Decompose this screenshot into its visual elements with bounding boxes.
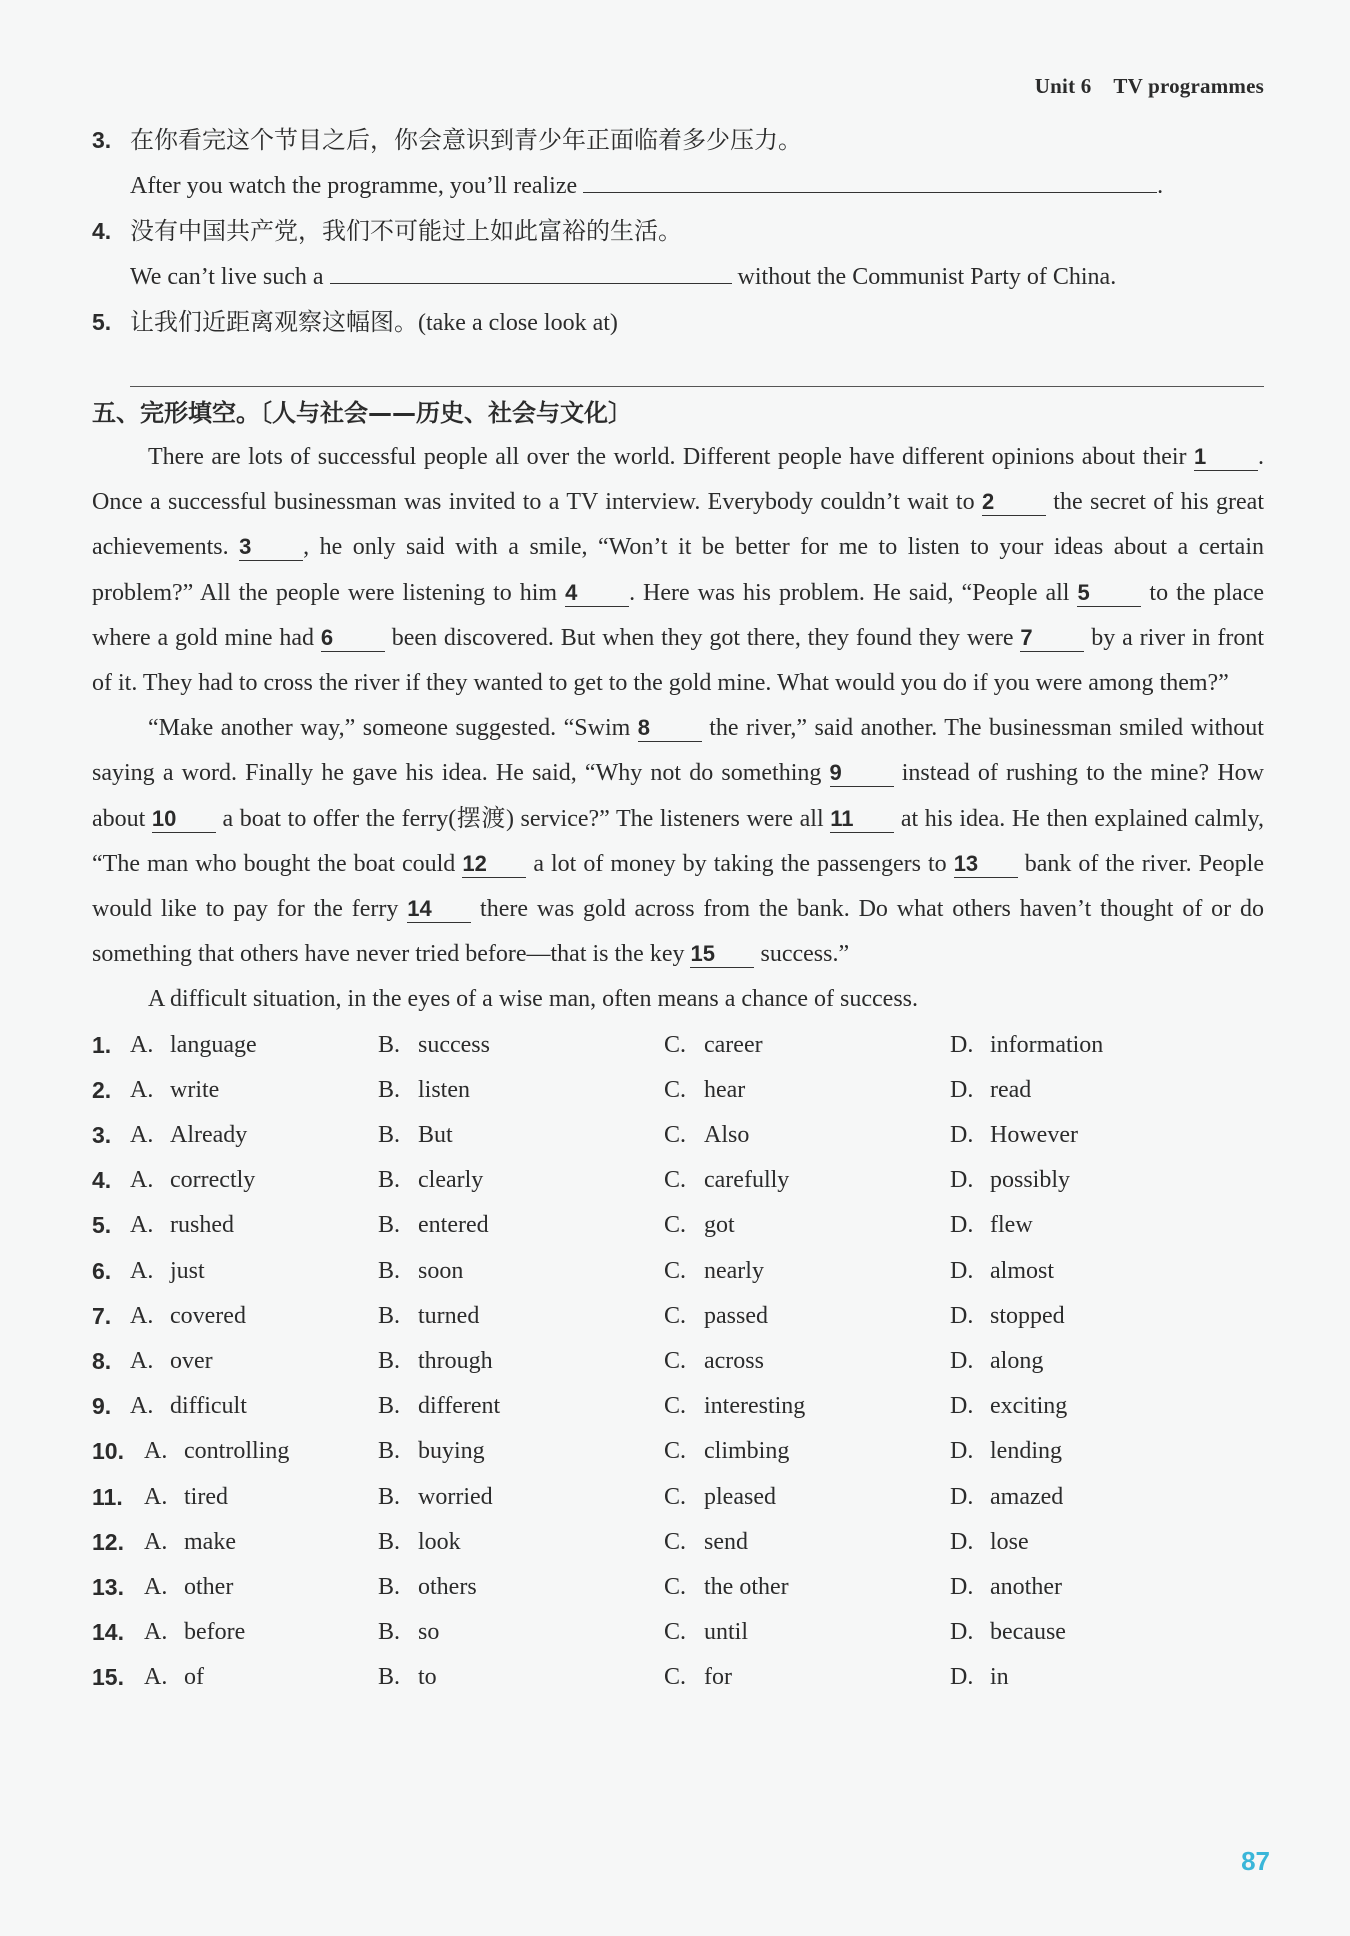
option-text: flew bbox=[990, 1212, 1033, 1239]
option-row-12 bbox=[92, 1520, 1264, 1565]
option-text: exciting bbox=[990, 1393, 1068, 1420]
option-letter: A. bbox=[130, 1076, 154, 1103]
option-text: until bbox=[704, 1619, 749, 1646]
option-letter: B. bbox=[378, 1167, 401, 1194]
option-text: difficult bbox=[170, 1393, 247, 1420]
option-letter: A. bbox=[130, 1212, 154, 1239]
translation-item-4-en: We can’t live such a without the Communist Party of China. bbox=[92, 255, 1264, 300]
option-text: possibly bbox=[990, 1167, 1071, 1194]
option-letter: D. bbox=[950, 1257, 974, 1284]
option-text: success bbox=[418, 1031, 490, 1058]
answer-blank[interactable] bbox=[330, 261, 732, 284]
page-number: 87 bbox=[1241, 1846, 1270, 1876]
option-letter: C. bbox=[664, 1574, 687, 1601]
option-letter: D. bbox=[950, 1348, 974, 1375]
option-c[interactable] bbox=[664, 1203, 950, 1248]
option-text: in bbox=[990, 1664, 1009, 1691]
option-row-8 bbox=[92, 1339, 1264, 1384]
option-letter: B. bbox=[378, 1257, 401, 1284]
option-letter: B. bbox=[378, 1212, 401, 1239]
option-text: to bbox=[418, 1664, 437, 1691]
unit-label: Unit 6 bbox=[1034, 74, 1092, 98]
option-letter: C. bbox=[664, 1619, 687, 1646]
option-text: through bbox=[418, 1348, 493, 1375]
option-text: before bbox=[184, 1619, 246, 1646]
cloze-blank-8[interactable]: 8 bbox=[638, 715, 702, 742]
option-d[interactable] bbox=[950, 1249, 1236, 1294]
cloze-blank-9[interactable]: 9 bbox=[830, 760, 894, 787]
option-letter: A. bbox=[130, 1302, 154, 1329]
passage-text: success.” bbox=[754, 941, 850, 968]
option-letter: D. bbox=[950, 1664, 974, 1691]
option-letter: A. bbox=[130, 1031, 154, 1058]
option-text: another bbox=[990, 1574, 1062, 1601]
option-b[interactable] bbox=[378, 1023, 664, 1068]
option-b[interactable] bbox=[378, 1655, 664, 1700]
option-text: entered bbox=[418, 1212, 489, 1239]
option-text: hear bbox=[704, 1076, 746, 1103]
passage-text: . Here was his problem. He said, “People all bbox=[629, 579, 1078, 606]
option-a[interactable] bbox=[130, 1158, 378, 1203]
question-number: 1. bbox=[92, 1031, 112, 1058]
option-c[interactable] bbox=[664, 1158, 950, 1203]
answer-blank[interactable] bbox=[583, 170, 1157, 193]
cloze-blank-4[interactable]: 4 bbox=[565, 580, 629, 607]
option-a[interactable] bbox=[144, 1565, 378, 1610]
question-number: 6. bbox=[92, 1257, 112, 1284]
option-text: others bbox=[418, 1574, 477, 1601]
option-row-14 bbox=[92, 1610, 1264, 1655]
option-b[interactable] bbox=[378, 1429, 664, 1474]
translation-item-5-zh: 5. 让我们近距离观察这幅图。(take a close look at) bbox=[92, 309, 618, 336]
option-d[interactable] bbox=[950, 1565, 1236, 1610]
option-text: because bbox=[990, 1619, 1066, 1646]
option-letter: C. bbox=[664, 1212, 687, 1239]
option-text: interesting bbox=[704, 1393, 806, 1420]
option-letter: D. bbox=[950, 1031, 974, 1058]
option-d[interactable] bbox=[950, 1113, 1236, 1158]
option-letter: B. bbox=[378, 1664, 401, 1691]
option-text: amazed bbox=[990, 1483, 1064, 1510]
option-letter: C. bbox=[664, 1438, 687, 1465]
option-text: language bbox=[170, 1031, 257, 1058]
option-c[interactable] bbox=[664, 1113, 950, 1158]
option-letter: A. bbox=[130, 1257, 154, 1284]
cloze-paragraph-2 bbox=[92, 706, 1264, 977]
option-text: read bbox=[990, 1076, 1032, 1103]
option-text: passed bbox=[704, 1302, 768, 1329]
option-text: soon bbox=[418, 1257, 464, 1284]
option-text: career bbox=[704, 1031, 763, 1058]
section-title: 五、完形填空。〔人与社会——历史、社会与文化〕 bbox=[92, 399, 632, 427]
option-text: worried bbox=[418, 1483, 493, 1510]
option-a[interactable] bbox=[130, 1294, 378, 1339]
option-c[interactable] bbox=[664, 1655, 950, 1700]
option-b[interactable] bbox=[378, 1565, 664, 1610]
option-a[interactable] bbox=[144, 1520, 378, 1565]
option-text: information bbox=[990, 1031, 1104, 1058]
option-d[interactable] bbox=[950, 1023, 1236, 1068]
option-b[interactable] bbox=[378, 1610, 664, 1655]
option-text: listen bbox=[418, 1076, 470, 1103]
option-letter: B. bbox=[378, 1438, 401, 1465]
option-row-5 bbox=[92, 1203, 1264, 1248]
answer-line[interactable] bbox=[130, 346, 1264, 387]
option-letter: D. bbox=[950, 1574, 974, 1601]
option-text: covered bbox=[170, 1302, 246, 1329]
option-letter: B. bbox=[378, 1348, 401, 1375]
option-b[interactable] bbox=[378, 1384, 664, 1429]
question-number: 15. bbox=[92, 1664, 124, 1691]
cloze-paragraph-3: A difficult situation, in the eyes of a wise man, often means a chance of success. bbox=[148, 986, 918, 1013]
cloze-blank-11[interactable]: 11 bbox=[830, 806, 894, 833]
option-b[interactable] bbox=[378, 1113, 664, 1158]
option-letter: A. bbox=[144, 1619, 168, 1646]
option-text: buying bbox=[418, 1438, 485, 1465]
option-letter: C. bbox=[664, 1076, 687, 1103]
passage-text: the secret of his great achievements. bbox=[92, 489, 1264, 561]
option-text: pleased bbox=[704, 1483, 776, 1510]
option-text: correctly bbox=[170, 1167, 256, 1194]
option-letter: C. bbox=[664, 1167, 687, 1194]
option-letter: D. bbox=[950, 1528, 974, 1555]
option-row-4 bbox=[92, 1158, 1264, 1203]
option-text: so bbox=[418, 1619, 440, 1646]
option-text: tired bbox=[184, 1483, 228, 1510]
option-letter: B. bbox=[378, 1528, 401, 1555]
option-letter: C. bbox=[664, 1348, 687, 1375]
option-text: make bbox=[184, 1528, 236, 1555]
option-c[interactable] bbox=[664, 1384, 950, 1429]
question-number: 4. bbox=[92, 1167, 112, 1194]
option-row-13 bbox=[92, 1565, 1264, 1610]
option-d[interactable] bbox=[950, 1429, 1236, 1474]
option-c[interactable] bbox=[664, 1023, 950, 1068]
option-a[interactable] bbox=[130, 1023, 378, 1068]
option-c[interactable] bbox=[664, 1339, 950, 1384]
option-text: controlling bbox=[184, 1438, 290, 1465]
option-a[interactable] bbox=[130, 1384, 378, 1429]
option-letter: D. bbox=[950, 1438, 974, 1465]
option-letter: B. bbox=[378, 1302, 401, 1329]
option-letter: C. bbox=[664, 1393, 687, 1420]
option-text: for bbox=[704, 1664, 732, 1691]
cloze-blank-10[interactable]: 10 bbox=[152, 806, 216, 833]
option-letter: A. bbox=[144, 1574, 168, 1601]
option-c[interactable] bbox=[664, 1249, 950, 1294]
option-letter: A. bbox=[130, 1167, 154, 1194]
option-letter: B. bbox=[378, 1076, 401, 1103]
option-letter: D. bbox=[950, 1619, 974, 1646]
passage-text: there was gold across from the bank. Do what others haven’t thought of or do something that others have never tried before—that is the key bbox=[92, 896, 1265, 968]
option-text: just bbox=[170, 1257, 205, 1284]
option-letter: B. bbox=[378, 1393, 401, 1420]
option-text: along bbox=[990, 1348, 1044, 1375]
option-d[interactable] bbox=[950, 1339, 1236, 1384]
option-d[interactable] bbox=[950, 1294, 1236, 1339]
option-text: rushed bbox=[170, 1212, 234, 1239]
option-row-10 bbox=[92, 1429, 1264, 1474]
passage-text: been discovered. But when they got there, they found they were bbox=[384, 624, 1021, 651]
option-b[interactable] bbox=[378, 1475, 664, 1520]
option-text: look bbox=[418, 1528, 461, 1555]
option-letter: A. bbox=[144, 1438, 168, 1465]
question-number: 10. bbox=[92, 1438, 124, 1465]
option-letter: B. bbox=[378, 1574, 401, 1601]
cloze-blank-12[interactable]: 12 bbox=[462, 851, 526, 878]
question-number: 14. bbox=[92, 1619, 124, 1646]
option-letter: D. bbox=[950, 1212, 974, 1239]
option-letter: C. bbox=[664, 1483, 687, 1510]
option-text: clearly bbox=[418, 1167, 484, 1194]
passage-text: instead of rushing to the mine? How about bbox=[92, 760, 1264, 832]
option-a[interactable] bbox=[130, 1249, 378, 1294]
question-number: 5. bbox=[92, 1212, 112, 1239]
option-a[interactable] bbox=[130, 1203, 378, 1248]
option-text: Already bbox=[170, 1122, 248, 1149]
option-c[interactable] bbox=[664, 1475, 950, 1520]
option-row-9 bbox=[92, 1384, 1264, 1429]
option-c[interactable] bbox=[664, 1565, 950, 1610]
option-letter: D. bbox=[950, 1393, 974, 1420]
option-text: got bbox=[704, 1212, 735, 1239]
passage-text: bank of the river. People would like to pay for the ferry bbox=[92, 850, 1265, 923]
option-text: write bbox=[170, 1076, 220, 1103]
cloze-blank-15[interactable]: 15 bbox=[690, 941, 754, 968]
cloze-blank-3[interactable]: 3 bbox=[239, 534, 303, 561]
option-letter: A. bbox=[144, 1664, 168, 1691]
option-text: Also bbox=[704, 1122, 750, 1149]
option-text: across bbox=[704, 1348, 764, 1375]
option-letter: A. bbox=[144, 1483, 168, 1510]
option-b[interactable] bbox=[378, 1520, 664, 1565]
option-a[interactable] bbox=[144, 1429, 378, 1474]
option-text: other bbox=[184, 1574, 234, 1601]
option-text: lending bbox=[990, 1438, 1062, 1465]
option-letter: C. bbox=[664, 1031, 687, 1058]
unit-title: TV programmes bbox=[1113, 74, 1264, 98]
passage-text: “Make another way,” someone suggested. “Swim bbox=[148, 715, 638, 742]
question-number: 12. bbox=[92, 1528, 124, 1555]
option-row-11 bbox=[92, 1475, 1264, 1520]
cloze-blank-5[interactable]: 5 bbox=[1077, 580, 1141, 607]
option-letter: A. bbox=[130, 1393, 154, 1420]
option-b[interactable] bbox=[378, 1294, 664, 1339]
question-number: 8. bbox=[92, 1348, 112, 1375]
passage-text: at his idea. He then explained calmly, “The man who bought the boat could bbox=[92, 805, 1264, 877]
options-list bbox=[92, 1023, 1264, 1701]
unit-header bbox=[1035, 74, 1264, 99]
option-letter: C. bbox=[664, 1302, 687, 1329]
option-text: the other bbox=[704, 1574, 789, 1601]
passage-text: a lot of money by taking the passengers to bbox=[526, 850, 954, 877]
question-number: 7. bbox=[92, 1302, 112, 1329]
option-letter: D. bbox=[950, 1483, 974, 1510]
cloze-blank-14[interactable]: 14 bbox=[407, 896, 471, 923]
cloze-passage bbox=[92, 435, 1264, 1023]
option-c[interactable] bbox=[664, 1520, 950, 1565]
option-text: climbing bbox=[704, 1438, 790, 1465]
option-text: However bbox=[990, 1122, 1078, 1149]
option-letter: D. bbox=[950, 1167, 974, 1194]
option-letter: A. bbox=[130, 1122, 154, 1149]
cloze-blank-13[interactable]: 13 bbox=[954, 851, 1018, 878]
option-letter: C. bbox=[664, 1528, 687, 1555]
option-d[interactable] bbox=[950, 1158, 1236, 1203]
option-letter: D. bbox=[950, 1076, 974, 1103]
option-c[interactable] bbox=[664, 1068, 950, 1113]
option-text: different bbox=[418, 1393, 501, 1420]
option-letter: B. bbox=[378, 1483, 401, 1510]
option-b[interactable] bbox=[378, 1249, 664, 1294]
option-b[interactable] bbox=[378, 1068, 664, 1113]
option-a[interactable] bbox=[144, 1610, 378, 1655]
option-text: stopped bbox=[990, 1302, 1065, 1329]
translation-item-4-zh: 4. 没有中国共产党，我们不可能过上如此富裕的生活。 bbox=[92, 218, 682, 245]
option-text: But bbox=[418, 1122, 453, 1149]
option-a[interactable] bbox=[130, 1339, 378, 1384]
option-text: of bbox=[184, 1664, 204, 1691]
option-b[interactable] bbox=[378, 1339, 664, 1384]
option-b[interactable] bbox=[378, 1203, 664, 1248]
option-row-2 bbox=[92, 1068, 1264, 1113]
option-letter: B. bbox=[378, 1122, 401, 1149]
option-row-1 bbox=[92, 1023, 1264, 1068]
translation-item-3-en: After you watch the programme, you’ll realize . bbox=[92, 164, 1264, 209]
option-letter: A. bbox=[130, 1348, 154, 1375]
passage-text: the river,” said another. The businessman smiled without saying a word. Finally he gave his idea. He said, “Why not do something bbox=[92, 715, 1264, 787]
option-text: almost bbox=[990, 1257, 1054, 1284]
cloze-paragraph-1 bbox=[92, 435, 1264, 706]
option-row-15 bbox=[92, 1655, 1264, 1700]
option-row-6 bbox=[92, 1249, 1264, 1294]
option-d[interactable] bbox=[950, 1203, 1236, 1248]
passage-text: to the place where a gold mine had bbox=[92, 579, 1264, 651]
option-text: send bbox=[704, 1528, 748, 1555]
option-c[interactable] bbox=[664, 1294, 950, 1339]
option-text: turned bbox=[418, 1302, 480, 1329]
question-number: 2. bbox=[92, 1076, 112, 1103]
question-number: 11. bbox=[92, 1483, 123, 1510]
option-d[interactable] bbox=[950, 1520, 1236, 1565]
passage-text: . Once a successful businessman was invited to a TV interview. Everybody couldn’t wait to bbox=[92, 444, 1264, 516]
option-a[interactable] bbox=[130, 1068, 378, 1113]
option-letter: D. bbox=[950, 1302, 974, 1329]
option-text: over bbox=[170, 1348, 213, 1375]
option-d[interactable] bbox=[950, 1655, 1236, 1700]
option-row-3 bbox=[92, 1113, 1264, 1158]
option-a[interactable] bbox=[130, 1113, 378, 1158]
passage-text: There are lots of successful people all over the world. Different people have different opinions about their bbox=[148, 444, 1194, 470]
option-c[interactable] bbox=[664, 1610, 950, 1655]
option-row-7 bbox=[92, 1294, 1264, 1339]
option-letter: D. bbox=[950, 1122, 974, 1149]
question-number: 3. bbox=[92, 1122, 112, 1149]
option-a[interactable] bbox=[144, 1655, 378, 1700]
passage-text: , he only said with a smile, “Won’t it be better for me to listen to your ideas about a certain problem?” All the people were listening to him bbox=[92, 534, 1265, 606]
cloze-blank-1[interactable]: 1 bbox=[1194, 444, 1258, 471]
option-text: nearly bbox=[704, 1257, 764, 1284]
cloze-blank-2[interactable]: 2 bbox=[982, 489, 1046, 516]
option-d[interactable] bbox=[950, 1384, 1236, 1429]
option-letter: B. bbox=[378, 1619, 401, 1646]
option-d[interactable] bbox=[950, 1475, 1236, 1520]
passage-text: a boat to offer the ferry(摆渡) service?” The listeners were all bbox=[215, 805, 831, 832]
passage-text: by a river in front of it. They had to cross the river if they wanted to get to the gold mine. What would you do if you were among them?” bbox=[92, 624, 1264, 697]
cloze-blank-7[interactable]: 7 bbox=[1020, 625, 1084, 652]
option-letter: B. bbox=[378, 1031, 401, 1058]
option-c[interactable] bbox=[664, 1429, 950, 1474]
translation-item-3-zh: 3. 在你看完这个节目之后，你会意识到青少年正面临着多少压力。 bbox=[92, 127, 802, 154]
option-text: carefully bbox=[704, 1167, 790, 1194]
option-d[interactable] bbox=[950, 1610, 1236, 1655]
content bbox=[92, 118, 1264, 1701]
question-number: 13. bbox=[92, 1574, 124, 1601]
option-letter: C. bbox=[664, 1664, 687, 1691]
cloze-blank-6[interactable]: 6 bbox=[321, 625, 385, 652]
option-letter: A. bbox=[144, 1528, 168, 1555]
option-a[interactable] bbox=[144, 1475, 378, 1520]
option-letter: C. bbox=[664, 1122, 687, 1149]
option-d[interactable] bbox=[950, 1068, 1236, 1113]
question-number: 9. bbox=[92, 1393, 112, 1420]
option-text: lose bbox=[990, 1528, 1029, 1555]
option-letter: C. bbox=[664, 1257, 687, 1284]
option-b[interactable] bbox=[378, 1158, 664, 1203]
